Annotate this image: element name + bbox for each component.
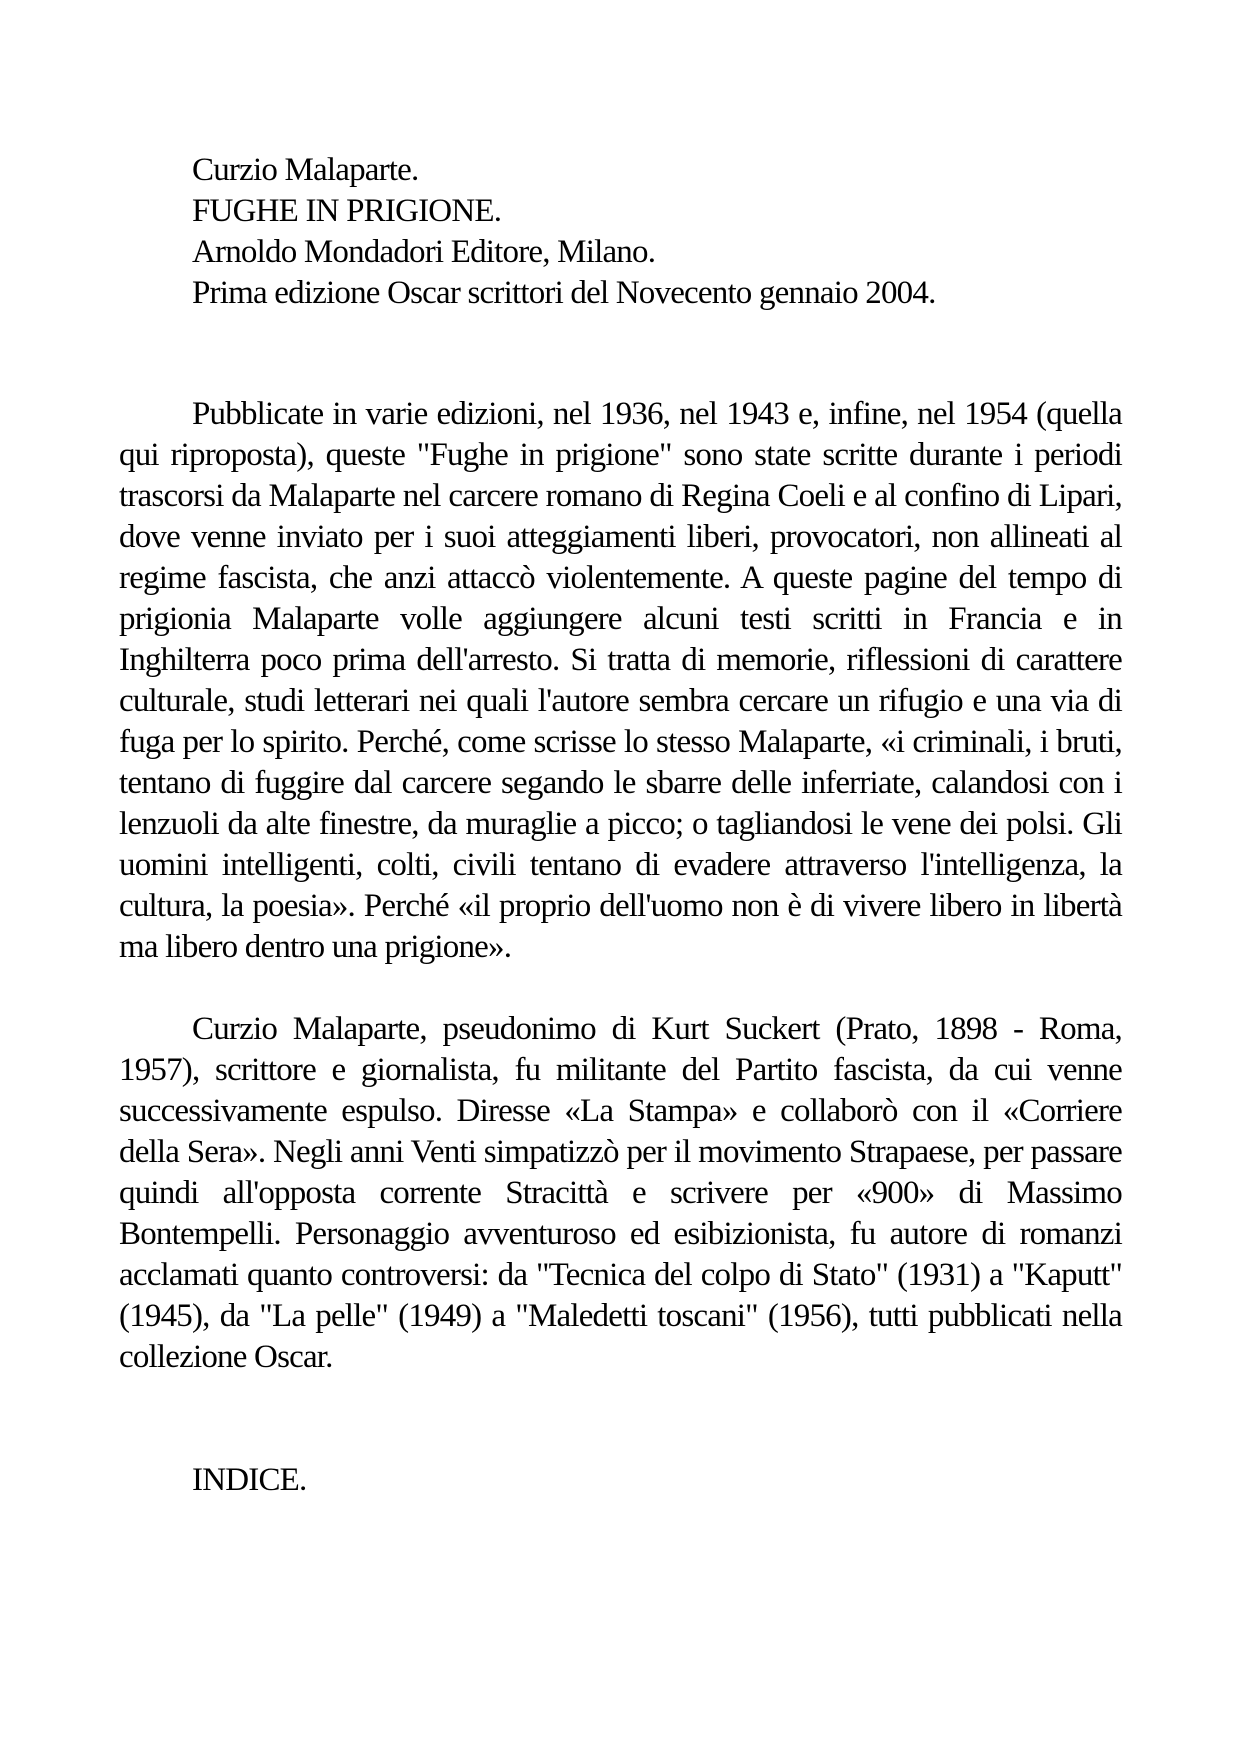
index-heading: INDICE. <box>192 1462 307 1498</box>
author-line: Curzio Malaparte. <box>192 152 419 188</box>
paragraph-book-description: Pubblicate in varie edizioni, nel 1936, nel 1943 e, infine, nel 1954 (quella qui riproposta), queste "Fughe in prigione" sono state scritte durante i periodi trascorsi da Malaparte nel carcere romano di Regina Coeli e al confino di Lipari, dove venne inviato per i suoi atteggiamenti liberi, provocatori, non allineati al regime fascista, che anzi attaccò violentemente. A queste pagine del tempo di prigionia Malaparte volle aggiungere alcuni testi scritti in Francia e in Inghilterra poco prima dell'arresto. Si tratta di memorie, riflessioni di carattere culturale, studi letterari nei quali l'autore sembra cercare un rifugio e una via di fuga per lo spirito. Perché, come scrisse lo stesso Malaparte, «i criminali, i bruti, tentano di fuggire dal carcere segando le sbarre delle inferriate, calandosi con i lenzuoli da alte finestre, da muraglie a picco; o tagliandosi le vene dei polsi. Gli uomini intelligenti, colti, civili tentano di evadere attraverso l'intelligenza, la cultura, la poesia». Perché «il proprio dell'uomo non è di vivere libero in libertà ma libero dentro una prigione». <box>119 396 1122 965</box>
edition-line: Prima edizione Oscar scrittori del Novecento gennaio 2004. <box>192 275 936 311</box>
book-header <box>119 150 1122 314</box>
publisher-line: Arnoldo Mondadori Editore, Milano. <box>192 234 656 270</box>
book-title-line: FUGHE IN PRIGIONE. <box>192 193 502 229</box>
paragraph-author-bio: Curzio Malaparte, pseudonimo di Kurt Suckert (Prato, 1898 - Roma, 1957), scrittore e giornalista, fu militante del Partito fascista, da cui venne successivamente espulso. Diresse «La Stampa» e collaborò con il «Corriere della Sera». Negli anni Venti simpatizzò per il movimento Strapaese, per passare quindi all'opposta corrente Stracittà e scrivere per «900» di Massimo Bontempelli. Personaggio avventuroso ed esibizionista, fu autore di romanzi acclamati quanto controversi: da "Tecnica del colpo di Stato" (1931) a "Kaputt" (1945), da "La pelle" (1949) a "Maledetti toscani" (1956), tutti pubblicati nella collezione Oscar. <box>119 1011 1122 1375</box>
